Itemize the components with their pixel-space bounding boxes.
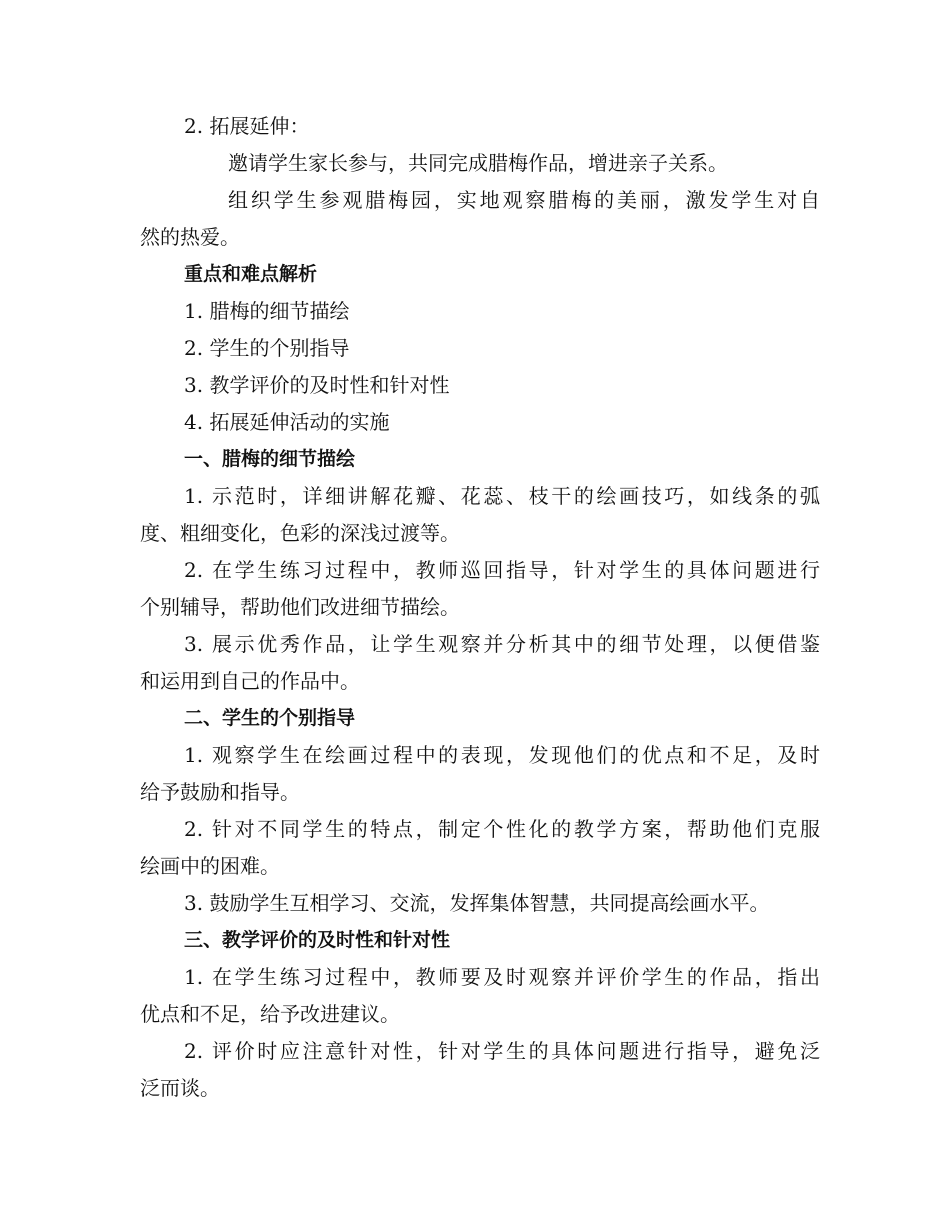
paragraph-line: 度、粗细变化，色彩的深浅过渡等。 [140,521,460,545]
list-item: 2. 针对不同学生的特点，制定个性化的教学方案，帮助他们克服 [184,817,820,841]
paragraph-line: 组织学生参观腊梅园，实地观察腊梅的美丽，激发学生对自 [228,188,820,212]
list-item: 3. 展示优秀作品，让学生观察并分析其中的细节处理，以便借鉴 [184,632,820,656]
paragraph-line: 给予鼓励和指导。 [140,780,300,804]
list-item: 2. 学生的个别指导 [184,336,350,360]
paragraph-line: 绘画中的困难。 [140,854,280,878]
list-item: 2. 拓展延伸： [184,114,310,138]
paragraph-line: 然的热爱。 [140,225,240,249]
list-item: 3. 鼓励学生互相学习、交流，发挥集体智慧，共同提高绘画水平。 [184,891,770,915]
list-item: 1. 在学生练习过程中，教师要及时观察并评价学生的作品，指出 [184,965,820,989]
list-item: 4. 拓展延伸活动的实施 [184,410,390,434]
paragraph-line: 和运用到自己的作品中。 [140,669,360,693]
list-item: 2. 评价时应注意针对性，针对学生的具体问题进行指导，避免泛 [184,1039,820,1063]
section-heading: 重点和难点解析 [184,263,318,285]
section-heading: 一、腊梅的细节描绘 [184,448,356,470]
paragraph-line: 邀请学生家长参与，共同完成腊梅作品，增进亲子关系。 [228,151,728,175]
list-item: 1. 示范时，详细讲解花瓣、花蕊、枝干的绘画技巧，如线条的弧 [184,484,820,508]
paragraph-line: 个别辅导，帮助他们改进细节描绘。 [140,595,460,619]
paragraph-line: 泛而谈。 [140,1076,220,1100]
list-item: 2. 在学生练习过程中，教师巡回指导，针对学生的具体问题进行 [184,558,820,582]
list-item: 1. 腊梅的细节描绘 [184,299,350,323]
list-item: 1. 观察学生在绘画过程中的表现，发现他们的优点和不足，及时 [184,743,820,767]
section-heading: 三、教学评价的及时性和针对性 [184,929,451,951]
paragraph-line: 优点和不足，给予改进建议。 [140,1002,400,1026]
list-item: 3. 教学评价的及时性和针对性 [184,373,450,397]
document-body [140,108,820,1107]
section-heading: 二、学生的个别指导 [184,707,356,729]
